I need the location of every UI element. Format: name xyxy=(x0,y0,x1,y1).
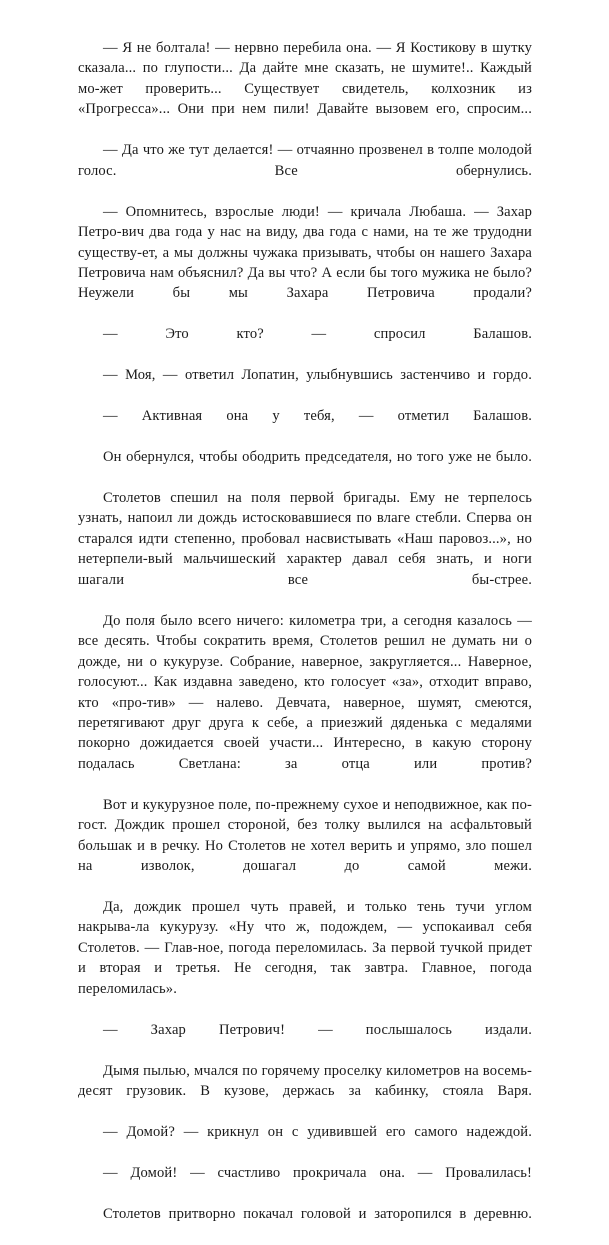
page-text-block xyxy=(78,38,532,1245)
paragraph: Вот и кукурузное поле, по-​прежнему сухое и неподвижное, как по-​гост. Дождик прошел стороной, без толку вылился на асфальтовый большак и в речку. Но Столетов не хотел верить и упрямо, зло пошел на изволок, дошагал до самой межи. xyxy=(78,796,532,875)
paragraph: — Опомнитесь, взрослые люди! — кричала Любаша. — Захар Петро-​вич два года у нас на виду, два года с нами, на те же трудодни существу-​ет, а мы должны чужака призывать, чтобы он нашего Захара Петровича нам объяснил? Да вы что? А если бы того мужика не было? Неужели бы мы Захара Петровича продали? xyxy=(78,203,532,302)
paragraph: — Моя, — ответил Лопатин, улыбнувшись застенчиво и гордо. xyxy=(103,367,532,384)
paragraph: Столетов спешил на поля первой бригады. Ему не терпелось узнать, напоил ли дождь истосковавшиеся по влаге стебли. Сперва он старался идти степенно, пробовал насвистывать «Наш паровоз...», но нетерпели-​вый мальчишеский характер давал себя знать, и ноги шагали все бы-​стрее. xyxy=(78,489,532,588)
paragraph: Он обернулся, чтобы ободрить председателя, но того уже не было. xyxy=(103,449,532,466)
paragraph: До поля было всего ничего: километра три, а сегодня казалось — все десять. Чтобы сократить время, Столетов решил не думать ни о дожде, ни о кукурузе. Собрание, наверное, закругляется... Наверное, голосуют... Как издавна заведено, кто голосует «за», отходит вправо, кто «про-​тив» — налево. Девчата, наверное, шумят, смеются, перетягивают друг друга к себе, а приезжий дяденька с медалями покорно дожидается своей участи... Интересно, в какую сторону подалась Светлана: за отца или против? xyxy=(78,612,532,772)
paragraph: — Домой! — счастливо прокричала она. — Провалилась! xyxy=(103,1164,532,1181)
paragraph: — Да что же тут делается! — отчаянно прозвенел в толпе молодой голос. Все обернулись. xyxy=(78,142,532,179)
paragraph: Столетов притворно покачал головой и заторопился в деревню. xyxy=(103,1205,532,1222)
paragraph: Да, дождик прошел чуть правей, и только тень тучи углом накрыва-​ла кукурузу. «Ну что ж, подождем, — успокаивал себя Столетов. — Глав-​ное, погода переломилась. За первой тучкой придет и вторая и третья. Не сегодня, так завтра. Главное, погода переломилась». xyxy=(78,899,532,997)
paragraph: — Активная она у тебя, — отметил Балашов. xyxy=(103,408,532,425)
paragraph: — Захар Петрович! — послышалось издали. xyxy=(103,1021,532,1038)
paragraph: — Домой? — крикнул он с удивившей его самого надеждой. xyxy=(103,1124,532,1141)
paragraph: — Я не болтала! — нервно перебила она. — Я Костикову в шутку сказала... по глупости... Да дайте мне сказать, не шумите!.. Каждый мо-​жет проверить... Существует свидетель, колхозник из «Прогресса»... Они при нем пили! Давайте вызовем его, спросим... xyxy=(78,40,532,118)
paragraph: — Это кто? — спросил Балашов. xyxy=(103,326,532,343)
paragraph: Дымя пылью, мчался по горячему проселку километров на восемь-​десят грузовик. В кузове, держась за кабинку, стояла Варя. xyxy=(78,1062,532,1100)
